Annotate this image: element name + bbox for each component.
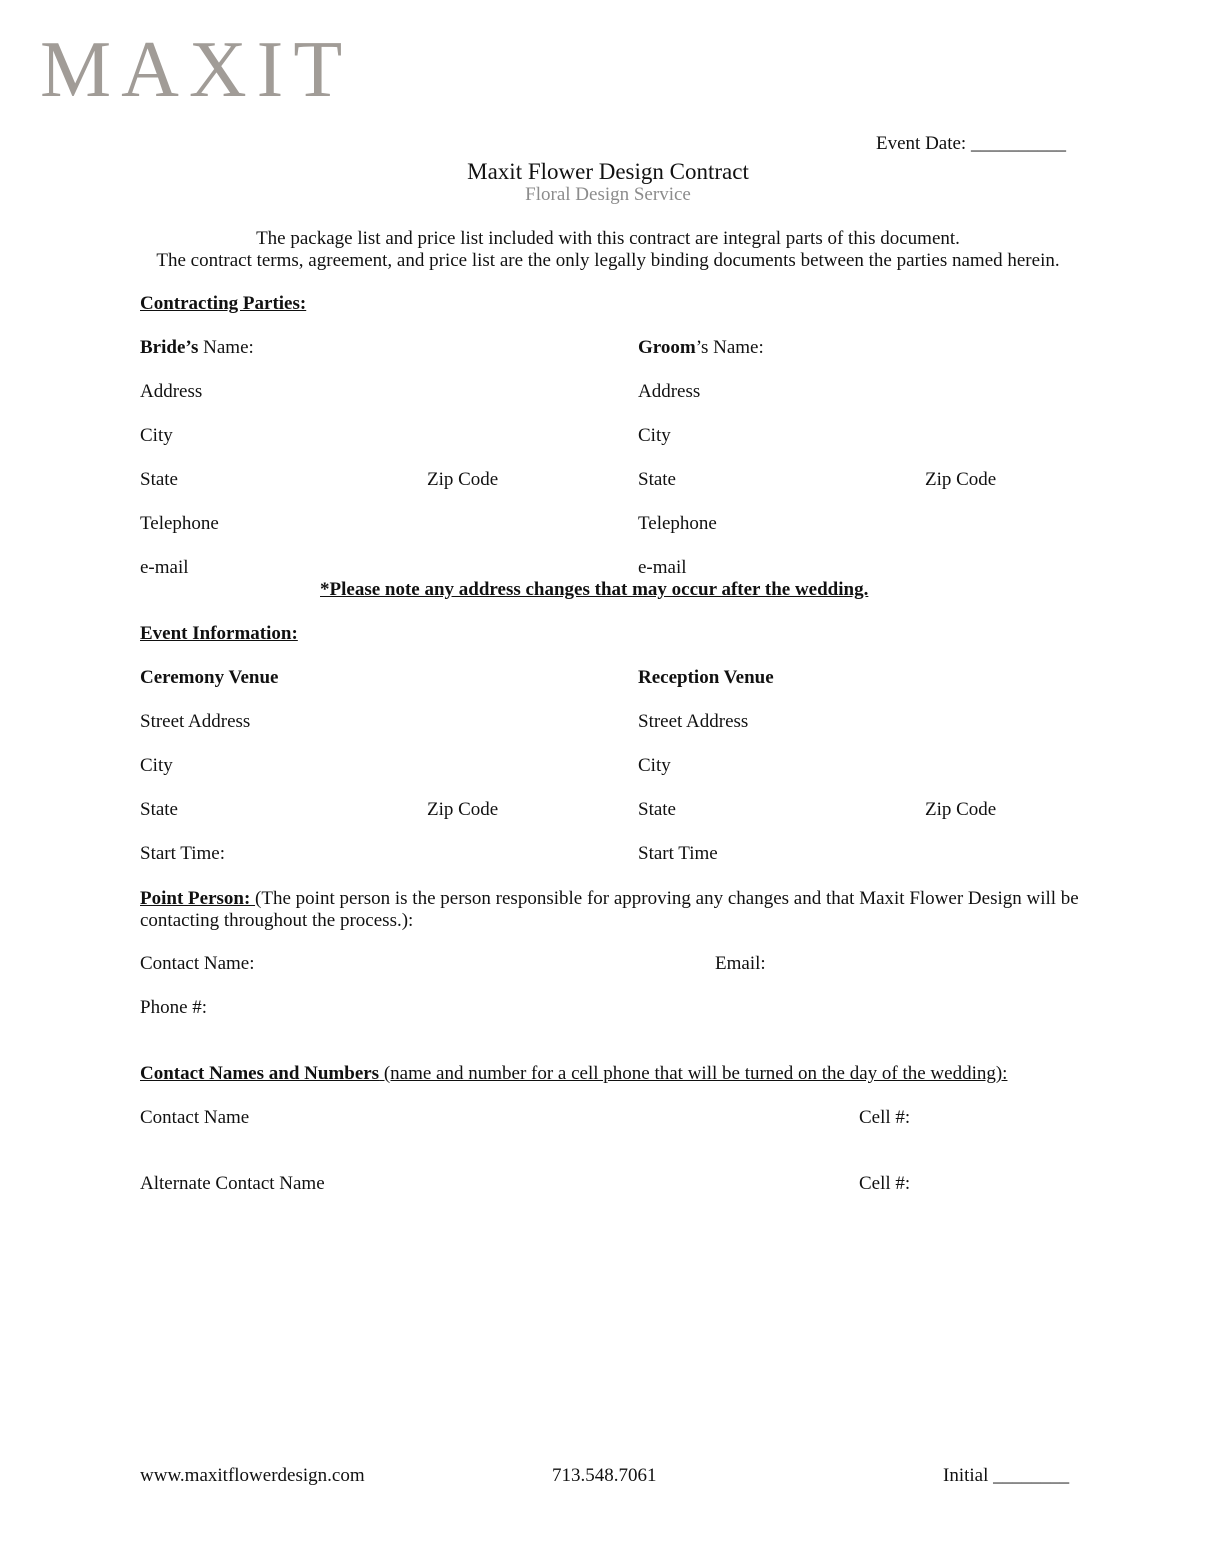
bride-name-rest: Name:: [198, 337, 254, 358]
point-phone-label: Phone #:: [140, 997, 208, 1018]
ceremony-city-label: City: [140, 755, 173, 776]
contact-cell-label: Cell #:: [859, 1107, 911, 1128]
footer-initial: [943, 1466, 1069, 1485]
ceremony-zip-label: Zip Code: [427, 799, 499, 820]
intro-paragraph: [150, 228, 1066, 272]
intro-line-2: The contract terms, agreement, and price list are the only legally binding documents between the parties named herein.: [156, 250, 1060, 271]
event-date: [876, 134, 1066, 153]
alternate-contact-name-label: Alternate Contact Name: [140, 1173, 325, 1194]
reception-venue-heading: Reception Venue: [638, 667, 774, 688]
groom-telephone-label: Telephone: [638, 513, 717, 534]
groom-city-label: City: [638, 425, 671, 446]
address-change-note: *Please note any address changes that may occur after the wedding.: [320, 579, 869, 600]
reception-start-label: Start Time: [638, 843, 718, 864]
groom-name-label: [638, 338, 764, 357]
footer-website: www.maxitflowerdesign.com: [140, 1465, 365, 1486]
ceremony-venue-heading: Ceremony Venue: [140, 667, 279, 688]
ceremony-state-label: State: [140, 799, 178, 820]
groom-zip-label: Zip Code: [925, 469, 997, 490]
footer-phone: 713.548.7061: [552, 1465, 657, 1486]
event-date-label: Event Date:: [876, 133, 967, 154]
bride-email-label: e-mail: [140, 557, 189, 578]
bride-state-label: State: [140, 469, 178, 490]
contracting-parties-heading: Contracting Parties:: [140, 293, 307, 314]
initial-blank: ________: [993, 1465, 1070, 1486]
contacts-heading: Contact Names and Numbers: [140, 1063, 380, 1084]
groom-email-label: e-mail: [638, 557, 687, 578]
ceremony-start-label: Start Time:: [140, 843, 225, 864]
bride-telephone-label: Telephone: [140, 513, 219, 534]
reception-state-label: State: [638, 799, 676, 820]
reception-street-label: Street Address: [638, 711, 749, 732]
point-contact-name-label: Contact Name:: [140, 953, 255, 974]
bride-name-label: [140, 338, 254, 357]
point-person-paragraph: [140, 888, 1080, 932]
event-date-blank: __________: [970, 133, 1066, 154]
groom-address-label: Address: [638, 381, 701, 402]
point-email-label: Email:: [715, 953, 766, 974]
contacts-text: (name and number for a cell phone that will be turned on the day of the wedding):: [379, 1063, 1008, 1084]
point-person-heading: Point Person:: [140, 888, 256, 909]
contact-name-label: Contact Name: [140, 1107, 250, 1128]
page-subtitle: Floral Design Service: [525, 184, 691, 205]
initial-label: Initial: [943, 1465, 989, 1486]
contacts-heading-line: [140, 1064, 1007, 1083]
page-title: Maxit Flower Design Contract: [467, 159, 749, 184]
groom-name-rest: ’s Name:: [695, 337, 764, 358]
groom-state-label: State: [638, 469, 676, 490]
event-information-heading: Event Information:: [140, 623, 298, 644]
alternate-cell-label: Cell #:: [859, 1173, 911, 1194]
bride-name-bold: Bride’s: [140, 337, 199, 358]
groom-name-bold: Groom: [638, 337, 696, 358]
reception-zip-label: Zip Code: [925, 799, 997, 820]
point-person-text: (The point person is the person responsible for approving any changes and that Maxit Flower Design will be contacting throughout the process.):: [140, 888, 1079, 931]
reception-city-label: City: [638, 755, 671, 776]
bride-city-label: City: [140, 425, 173, 446]
bride-zip-label: Zip Code: [427, 469, 499, 490]
maxit-logo: MAXIT: [40, 26, 353, 114]
ceremony-street-label: Street Address: [140, 711, 251, 732]
bride-address-label: Address: [140, 381, 203, 402]
intro-line-1: The package list and price list included with this contract are integral parts of this document.: [256, 228, 960, 249]
